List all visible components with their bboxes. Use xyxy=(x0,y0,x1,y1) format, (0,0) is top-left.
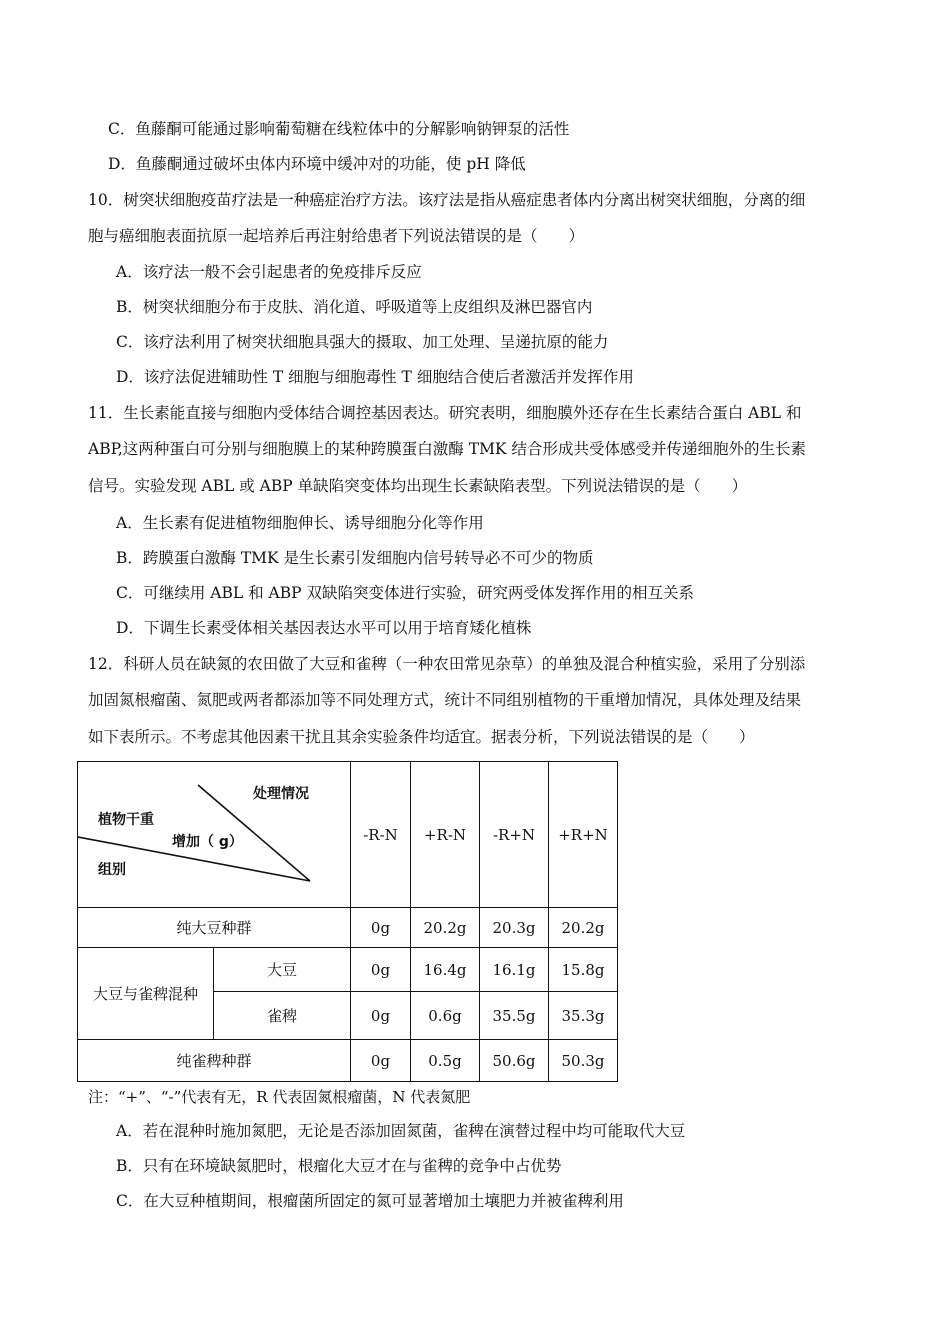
q10-option-c: C．该疗法利用了树突状细胞具强大的摄取、加工处理、呈递抗原的能力 xyxy=(116,333,609,351)
table-cell: 16.1g xyxy=(480,948,549,992)
table-cell: 50.3g xyxy=(549,1040,618,1082)
q10-option-d: D．该疗法促进辅助性 T 细胞与细胞毒性 T 细胞结合使后者激活并发挥作用 xyxy=(116,368,634,386)
table-cell: 0g xyxy=(351,992,411,1040)
table-cell: 20.3g xyxy=(480,908,549,948)
q9-option-c: C．鱼藤酮可能通过影响葡萄糖在线粒体中的分解影响钠钾泵的活性 xyxy=(108,120,570,138)
q12-results-table xyxy=(77,761,618,1082)
column-header: -R-N xyxy=(351,762,411,908)
corner-weight-label-1: 植物干重 xyxy=(98,811,154,828)
q12-stem-line-1: 12．科研人员在缺氮的农田做了大豆和雀稗（一种农田常见杂草）的单独及混合种植实验，采用了分别添 xyxy=(88,655,806,673)
table-cell: 0g xyxy=(351,1040,411,1082)
table-cell: 50.6g xyxy=(480,1040,549,1082)
table-cell: 0.5g xyxy=(411,1040,480,1082)
row-label-mixed-soybean: 大豆 xyxy=(214,948,351,992)
row-label-pure-grass: 纯雀稗种群 xyxy=(78,1040,351,1082)
table-note: 注：“+”、“-”代表有无，R 代表固氮根瘤菌，N 代表氮肥 xyxy=(88,1088,471,1106)
column-header: +R+N xyxy=(549,762,618,908)
corner-treatment-label: 处理情况 xyxy=(253,785,309,802)
q10-option-a: A．该疗法一般不会引起患者的免疫排斥反应 xyxy=(116,263,422,281)
q11-option-a: A．生长素有促进植物细胞伸长、诱导细胞分化等作用 xyxy=(116,514,484,532)
q9-option-d: D．鱼藤酮通过破坏虫体内环境中缓冲对的功能，使 pH 降低 xyxy=(108,155,526,173)
row-label-mixed-grass: 雀稗 xyxy=(214,992,351,1040)
q12-option-a: A．若在混种时施加氮肥，无论是否添加固氮菌，雀稗在演替过程中均可能取代大豆 xyxy=(116,1122,686,1140)
corner-group-label: 组别 xyxy=(98,861,126,878)
column-header: -R+N xyxy=(480,762,549,908)
row-label-mixed xyxy=(78,948,214,1040)
table-corner-header xyxy=(78,762,351,908)
q11-option-b: B．跨膜蛋白激酶 TMK 是生长素引发细胞内信号转导必不可少的物质 xyxy=(116,549,594,567)
q11-option-d: D．下调生长素受体相关基因表达水平可以用于培育矮化植株 xyxy=(116,619,532,637)
table-cell: 16.4g xyxy=(411,948,480,992)
table-cell: 35.3g xyxy=(549,992,618,1040)
table-cell: 20.2g xyxy=(549,908,618,948)
table-cell: 0g xyxy=(351,948,411,992)
q11-option-c: C．可继续用 ABL 和 ABP 双缺陷突变体进行实验，研究两受体发挥作用的相互关系 xyxy=(116,584,694,602)
column-header: +R-N xyxy=(411,762,480,908)
table-cell: 35.5g xyxy=(480,992,549,1040)
table-cell: 15.8g xyxy=(549,948,618,992)
table-cell: 20.2g xyxy=(411,908,480,948)
corner-weight-label-2: 增加（ g） xyxy=(172,833,243,850)
q12-stem-line-2: 加固氮根瘤菌、氮肥或两者都添加等不同处理方式，统计不同组别植物的干重增加情况，具体处理及结果 xyxy=(88,691,802,709)
q11-stem-line-2: ABP,这两种蛋白可分别与细胞膜上的某种跨膜蛋白激酶 TMK 结合形成共受体感受并传递细胞外的生长素 xyxy=(88,440,806,458)
q10-stem-line-2: 胞与癌细胞表面抗原一起培养后再注射给患者下列说法错误的是（ ） xyxy=(88,227,585,245)
q12-option-c: C．在大豆种植期间，根瘤菌所固定的氮可显著增加土壤肥力并被雀稗利用 xyxy=(116,1192,624,1210)
row-label-pure-soybean: 纯大豆种群 xyxy=(78,908,351,948)
q12-option-b: B．只有在环境缺氮肥时，根瘤化大豆才在与雀稗的竞争中占优势 xyxy=(116,1157,562,1175)
q10-stem-line-1: 10．树突状细胞疫苗疗法是一种癌症治疗方法。该疗法是指从癌症患者体内分离出树突状细胞，分离的细 xyxy=(88,191,806,209)
table-cell: 0g xyxy=(351,908,411,948)
q11-stem-line-3: 信号。实验发现 ABL 或 ABP 单缺陷突变体均出现生长素缺陷表型。下列说法错误的是（ ） xyxy=(88,477,748,495)
table-cell: 0.6g xyxy=(411,992,480,1040)
q12-stem-line-3: 如下表所示。不考虑其他因素干扰且其余实验条件均适宜。据表分析，下列说法错误的是（ ） xyxy=(88,728,755,746)
mixed-label-text: 大豆与雀稗混种 xyxy=(92,984,198,1003)
q11-stem-line-1: 11．生长素能直接与细胞内受体结合调控基因表达。研究表明，细胞膜外还存在生长素结合蛋白 ABL 和 xyxy=(88,404,802,422)
q10-option-b: B．树突状细胞分布于皮肤、消化道、呼吸道等上皮组织及淋巴器官内 xyxy=(116,298,593,316)
